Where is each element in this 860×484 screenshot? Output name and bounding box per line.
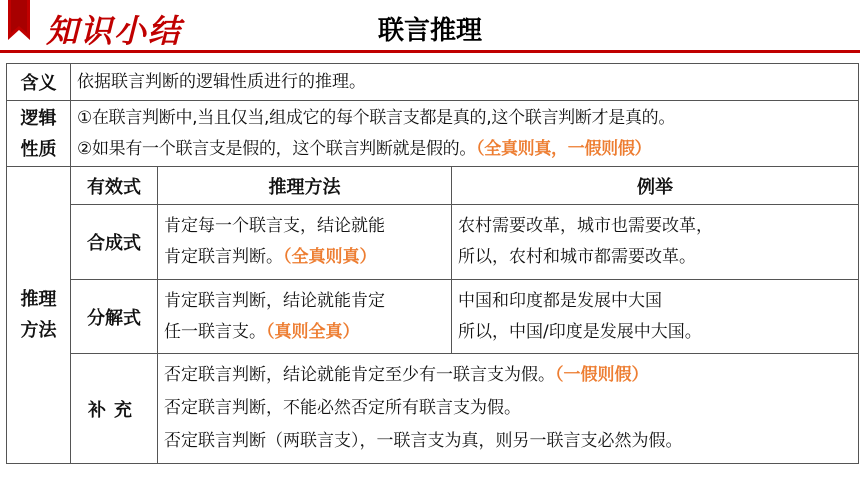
form-name: 合成式 (71, 205, 158, 280)
method-highlight: （全真则真） (283, 247, 377, 267)
col-header-form: 有效式 (71, 167, 158, 205)
meaning-text: 依据联言判断的逻辑性质进行的推理。 (71, 64, 859, 101)
supplement-line-2: 否定联言判断，不能必然否定所有联言支为假。 (164, 398, 521, 418)
table-row (7, 354, 859, 464)
logic-line-1: ①在联言判断中,当且仅当,组成它的每个联言支都是真的,这个联言判断才是真的。 (77, 107, 676, 128)
table-row (7, 280, 859, 354)
supplement-line-3: 否定联言判断（两联言支），一联言支为真，则另一联言支必然为假。 (164, 431, 683, 451)
method-line-1: 肯定联言判断，结论就能肯定 (164, 290, 385, 311)
label-line: 推理 (20, 289, 57, 310)
header (0, 0, 860, 58)
table-row (7, 101, 859, 167)
logic-text (71, 101, 859, 167)
col-header-method: 推理方法 (158, 167, 452, 205)
supplement-label: 补充 (71, 354, 158, 464)
method-line-1: 肯定每一个联言支，结论就能 (164, 216, 385, 236)
method-line-2-text: 肯定联言判断。 (164, 247, 283, 267)
method-line-2 (164, 242, 445, 273)
example-cell (452, 280, 859, 354)
example-line-2: 所以，中国/印度是发展中大国。 (458, 321, 702, 342)
supplement-line-1-text: 否定联言判断，结论就能肯定至少有一联言支为假。 (164, 365, 555, 385)
example-line-1: 中国和印度都是发展中大国 (458, 290, 662, 311)
example-cell (452, 205, 859, 280)
supplement-cell (158, 354, 859, 464)
logic-line-2-text: ②如果有一个联言支是假的，这个联言判断就是假的。 (77, 138, 477, 159)
example-line-2: 所以，农村和城市都需要改革。 (458, 247, 696, 267)
method-cell (158, 280, 452, 354)
row-label-method (7, 167, 71, 464)
method-line-2-text: 任一联言支。 (164, 321, 266, 342)
page-title: 联言推理 (377, 16, 482, 46)
brand-label: 知识小结 (46, 12, 183, 50)
label-line: 方法 (20, 320, 57, 341)
header-divider (0, 50, 860, 53)
label-line: 性质 (20, 138, 57, 160)
method-cell (158, 205, 452, 280)
col-header-example: 例举 (452, 167, 859, 205)
row-label-logic (7, 101, 71, 167)
label-line: 逻辑 (20, 107, 57, 129)
table-row (7, 64, 859, 101)
logic-highlight: （全真则真，一假则假） (476, 138, 652, 159)
table-row (7, 205, 859, 280)
form-name: 分解式 (71, 280, 158, 354)
logic-line-2 (77, 134, 852, 165)
table-row (7, 167, 859, 205)
method-line-2 (164, 317, 445, 348)
row-label-meaning: 含义 (7, 64, 71, 101)
summary-table (6, 63, 859, 464)
supplement-line-1 (164, 359, 852, 392)
method-highlight: （真则全真） (266, 321, 360, 342)
supplement-highlight: （一假则假） (555, 365, 649, 385)
example-line-1: 农村需要改革，城市也需要改革， (458, 216, 713, 236)
